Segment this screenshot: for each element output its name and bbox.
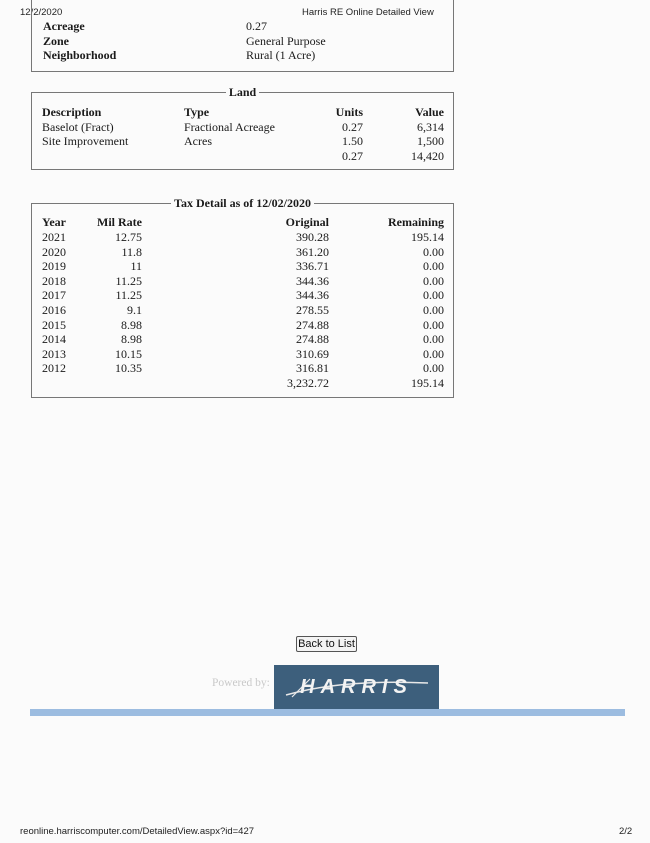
neighborhood-value: Rural (1 Acre): [246, 48, 316, 62]
tax-original: 336.71: [296, 259, 329, 274]
tax-year: 2020: [42, 244, 66, 259]
tax-year: 2016: [42, 303, 66, 317]
zone-row: [43, 34, 326, 49]
tax-year: 2012: [42, 361, 66, 376]
tax-total-remaining: 195.14: [411, 376, 444, 390]
land-section: [31, 85, 454, 170]
tax-row: [32, 303, 453, 318]
tax-row: [32, 332, 453, 347]
harris-logo[interactable]: [274, 665, 439, 709]
tax-mil-rate: 11.25: [115, 288, 142, 303]
tax-col-year: Year: [42, 215, 66, 229]
land-section-title: Land: [32, 85, 453, 99]
tax-mil-rate: 8.98: [121, 332, 142, 347]
tax-mil-rate: 9.1: [127, 303, 142, 317]
footer-accent-bar: [30, 709, 625, 716]
tax-row: [32, 318, 453, 333]
land-col-value: Value: [415, 105, 444, 119]
tax-remaining: 0.00: [423, 288, 444, 303]
tax-detail-title: Tax Detail as of 12/02/2020: [32, 196, 453, 210]
land-units: 0.27: [342, 120, 363, 134]
tax-remaining: 0.00: [423, 273, 444, 288]
tax-total-original: 3,232.72: [287, 376, 329, 390]
print-date: 12/2/2020: [20, 7, 63, 18]
land-col-description: Description: [42, 105, 102, 119]
tax-original: 344.36: [296, 288, 329, 303]
powered-by-label: Powered by:: [212, 677, 270, 689]
land-type: Fractional Acreage: [184, 120, 275, 134]
land-col-units: Units: [335, 105, 363, 119]
tax-row: [32, 274, 453, 289]
tax-year: 2018: [42, 273, 66, 288]
tax-mil-rate: 10.35: [115, 361, 142, 376]
zone-value: General Purpose: [246, 34, 326, 48]
land-value: 1,500: [417, 134, 444, 148]
land-row: [32, 134, 453, 149]
tax-mil-rate: 10.15: [115, 346, 142, 361]
land-description: Site Improvement: [42, 134, 129, 148]
back-to-list-button[interactable]: Back to List: [296, 636, 357, 652]
tax-original: 361.20: [296, 244, 329, 259]
tax-col-mil-rate: Mil Rate: [97, 215, 142, 229]
tax-row: [32, 259, 453, 274]
land-total-row: [32, 149, 453, 164]
land-units: 1.50: [342, 134, 363, 148]
land-type: Acres: [184, 134, 212, 148]
tax-col-remaining: Remaining: [387, 215, 444, 229]
zone-label: Zone: [43, 34, 70, 48]
tax-mil-rate: 12.75: [115, 230, 142, 244]
tax-row: [32, 361, 453, 376]
tax-year: 2013: [42, 346, 66, 361]
property-summary-box: [31, 0, 454, 72]
tax-original: 344.36: [296, 273, 329, 288]
tax-total-row: [32, 376, 453, 391]
tax-header-row: [32, 215, 453, 230]
land-total-units: 0.27: [342, 149, 363, 163]
tax-remaining: 0.00: [423, 361, 444, 376]
tax-row: [32, 347, 453, 362]
tax-original: 274.88: [296, 317, 329, 332]
tax-mil-rate: 11: [130, 259, 142, 274]
print-url: reonline.harriscomputer.com/DetailedView.aspx?id=427: [20, 826, 255, 837]
tax-remaining: 0.00: [423, 259, 444, 274]
tax-year: 2014: [42, 332, 66, 347]
tax-remaining: 0.00: [423, 346, 444, 361]
land-row: [32, 120, 453, 135]
print-page-title: Harris RE Online Detailed View: [302, 7, 434, 18]
tax-year: 2015: [42, 317, 66, 332]
tax-original: 316.81: [296, 361, 329, 376]
tax-original: 390.28: [296, 230, 329, 244]
tax-row: [32, 230, 453, 245]
tax-year: 2021: [42, 230, 66, 244]
tax-remaining: 195.14: [411, 230, 444, 244]
logo-text: HARRIS: [300, 675, 413, 698]
tax-mil-rate: 8.98: [121, 317, 142, 332]
tax-detail-section: [31, 196, 454, 398]
tax-remaining: 0.00: [423, 303, 444, 317]
land-description: Baselot (Fract): [42, 120, 114, 134]
land-header-row: [32, 105, 453, 120]
tax-year: 2017: [42, 288, 66, 303]
tax-original: 274.88: [296, 332, 329, 347]
land-col-type: Type: [184, 105, 210, 119]
tax-year: 2019: [42, 259, 66, 274]
tax-remaining: 0.00: [423, 244, 444, 259]
tax-original: 278.55: [296, 303, 329, 317]
neighborhood-row: [43, 48, 315, 63]
tax-remaining: 0.00: [423, 317, 444, 332]
land-total-value: 14,420: [411, 149, 444, 163]
acreage-row: [43, 19, 267, 34]
tax-mil-rate: 11.8: [121, 244, 142, 259]
print-page-number: 2/2: [619, 826, 633, 837]
acreage-label: Acreage: [43, 19, 85, 33]
acreage-value: 0.27: [246, 19, 267, 33]
tax-mil-rate: 11.25: [115, 273, 142, 288]
land-value: 6,314: [417, 120, 444, 134]
neighborhood-label: Neighborhood: [43, 48, 117, 62]
tax-col-original: Original: [285, 215, 329, 229]
tax-original: 310.69: [296, 346, 329, 361]
tax-row: [32, 288, 453, 303]
tax-remaining: 0.00: [423, 332, 444, 347]
tax-row: [32, 245, 453, 260]
